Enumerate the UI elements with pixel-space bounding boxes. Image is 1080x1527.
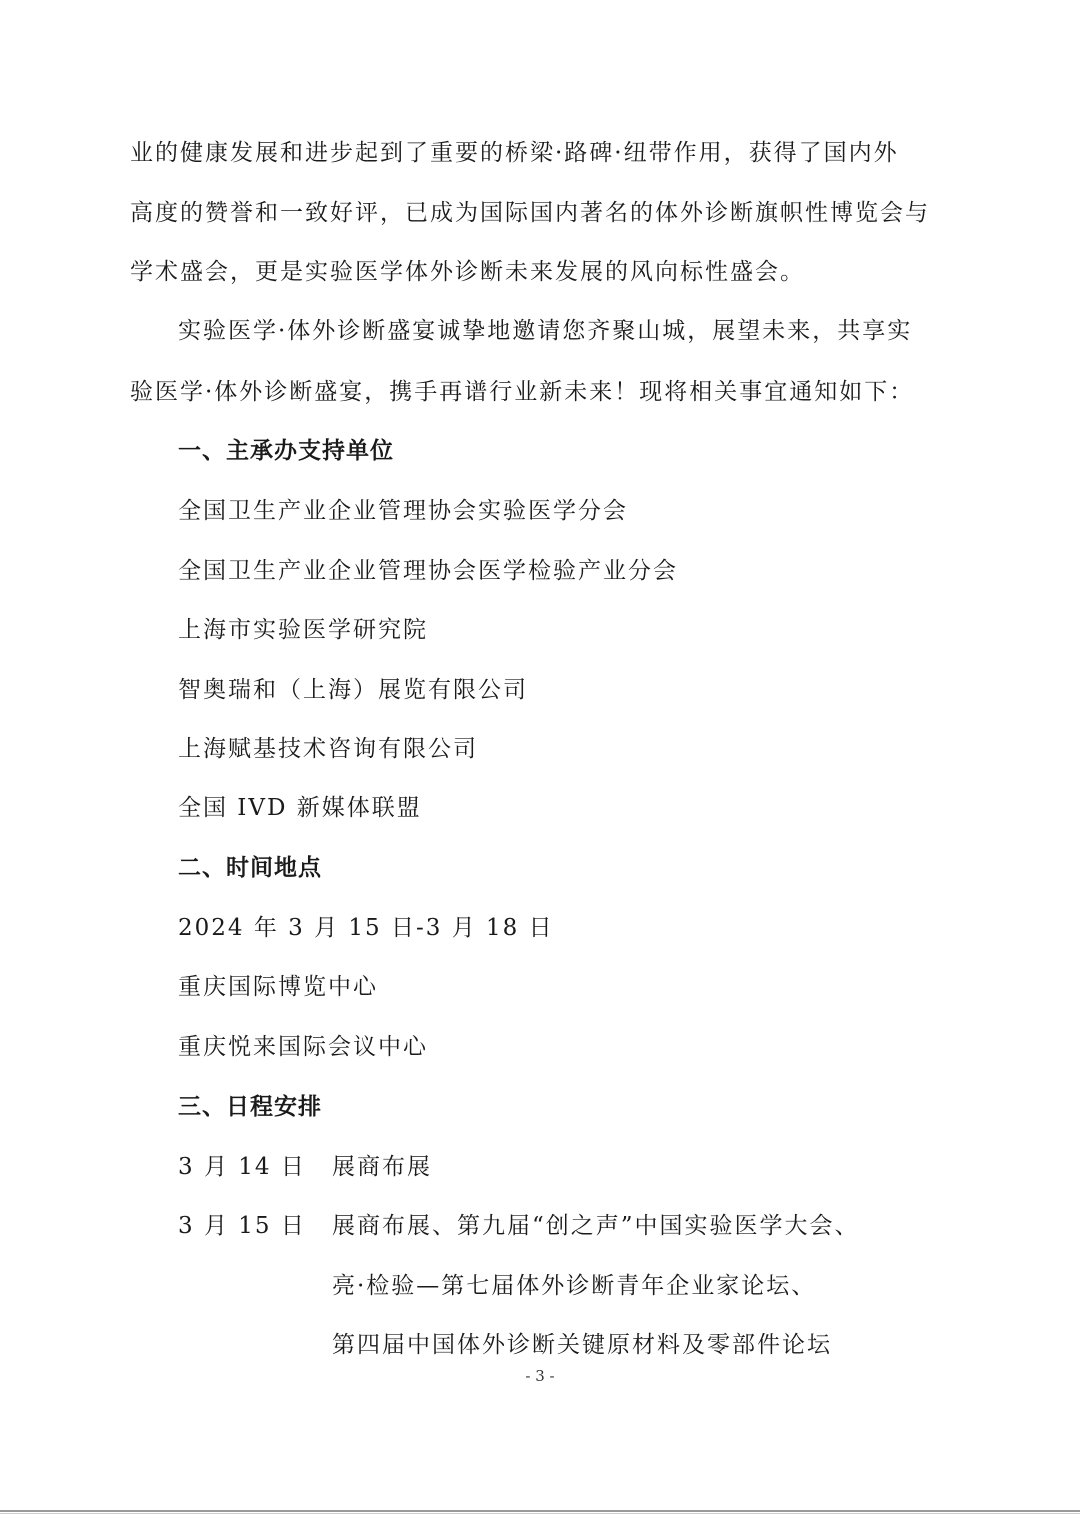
schedule-event: 展商布展 [332, 1154, 432, 1180]
invitation-line-2: 验医学·体外诊断盛宴，携手再谱行业新未来！现将相关事宜通知如下： [130, 379, 915, 405]
section-heading-organizers: 一、主承办支持单位 [178, 438, 394, 464]
scan-edge-line [0, 1510, 1080, 1512]
scan-edge-line [0, 1513, 1080, 1514]
schedule-event: 展商布展、第九届“创之声”中国实验医学大会、 [332, 1213, 860, 1239]
organizer-item: 全国卫生产业企业管理协会医学检验产业分会 [178, 558, 678, 584]
schedule-date: 3 月 14 日 [178, 1154, 306, 1180]
organizer-item: 全国 IVD 新媒体联盟 [178, 795, 422, 821]
section-heading-time-place: 二、时间地点 [178, 855, 322, 881]
venue-item: 重庆国际博览中心 [178, 974, 378, 1000]
event-dates: 2024 年 3 月 15 日-3 月 18 日 [178, 915, 554, 941]
venue-item: 重庆悦来国际会议中心 [178, 1034, 428, 1060]
organizer-item: 智奥瑞和（上海）展览有限公司 [178, 677, 528, 703]
schedule-date: 3 月 15 日 [178, 1213, 306, 1239]
intro-line-2: 高度的赞誉和一致好评，已成为国际国内著名的体外诊断旗帜性博览会与 [130, 200, 930, 226]
intro-line-3: 学术盛会，更是实验医学体外诊断未来发展的风向标性盛会。 [130, 259, 805, 285]
organizer-item: 上海市实验医学研究院 [178, 617, 428, 643]
organizer-item: 全国卫生产业企业管理协会实验医学分会 [178, 498, 628, 524]
invitation-line-1: 实验医学·体外诊断盛宴诚挚地邀请您齐聚山城，展望未来，共享实 [178, 318, 913, 344]
schedule-event: 亮·检验—第七届体外诊断青年企业家论坛、 [332, 1273, 817, 1299]
schedule-event: 第四届中国体外诊断关键原材料及零部件论坛 [332, 1332, 832, 1358]
organizer-item: 上海赋基技术咨询有限公司 [178, 736, 478, 762]
page-number: - 3 - [525, 1367, 555, 1385]
intro-line-1: 业的健康发展和进步起到了重要的桥梁·路碑·纽带作用，获得了国内外 [130, 140, 899, 166]
section-heading-schedule: 三、日程安排 [178, 1094, 322, 1120]
